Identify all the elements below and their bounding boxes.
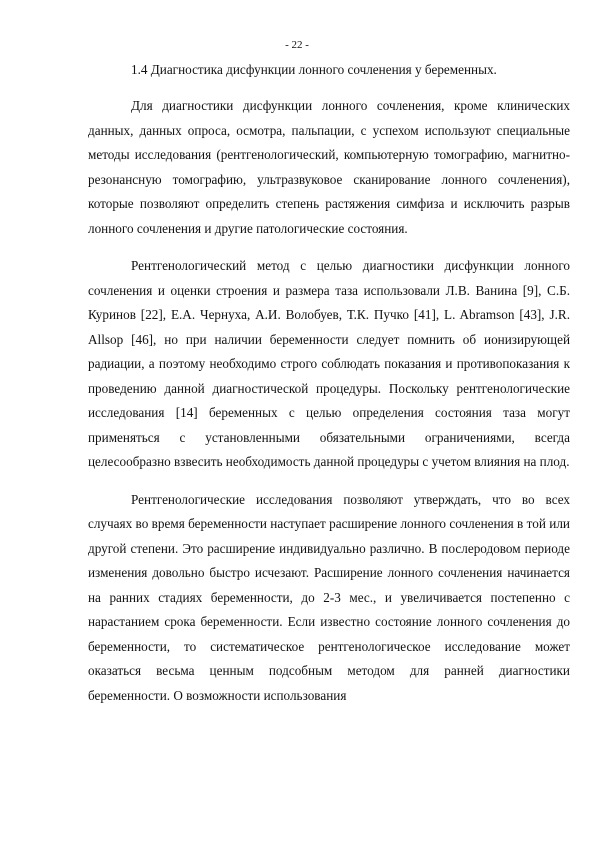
- paragraph-radiological-findings: Рентгенологические исследования позволяют утверждать, что во всех случаях во время беременности наступает расширение лонного сочленения в той или другой степени. Это расширение индивидуально различно. В послеродовом периоде изменения довольно быстро исчезают. Расширение лонного сочленения начинается на ранних стадиях беременности, до 2-3 мес., и увеличивается постепенно с нарастанием срока беременности. Если известно состояние лонного сочленения до беременности, то систематическое рентгенологическое исследование может оказаться весьма ценным подсобным методом для ранней диагностики беременности. О возможности использования: [88, 491, 570, 703]
- paragraph-diagnostic-methods: Для диагностики дисфункции лонного сочленения, кроме клинических данных, данных опроса, осмотра, пальпации, с успехом используют специальные методы исследования (рентгенологический, компьютерную томографию, магнитно-резонансную томографию, ультразвуковое сканирование лонного сочленения), которые позволяют определить степень растяжения симфиза и исключить разрыв лонного сочленения и другие патологические состояния.: [88, 98, 570, 236]
- paragraph-radiological-method: Рентгенологический метод с целью диагностики дисфункции лонного сочленения и оценки строения и размера таза использовали Л.В. Ванина [9], С.Б. Куринов [22], Е.А. Чернуха, А.И. Волобуев, Т.К. Пучко [41], L. Abramson [43], J.R. Allsop [46], но при наличии беременности следует помнить об ионизирующей радиации, а поэтому необходимо строго соблюдать показания и противопоказания к проведению данной диагностической процедуры. Поскольку рентгенологические исследования [14] беременных с целью определения состояния таза могут применяться с установленными обязательными ограничениями, всегда целесообразно взвесить необходимость данной процедуры с учетом влияния на плод.: [88, 258, 570, 469]
- page-number: - 22 -: [285, 39, 309, 51]
- page-content: [88, 57, 570, 708]
- section-title: 1.4 Диагностика дисфункции лонного сочленения у беременных.: [131, 62, 497, 77]
